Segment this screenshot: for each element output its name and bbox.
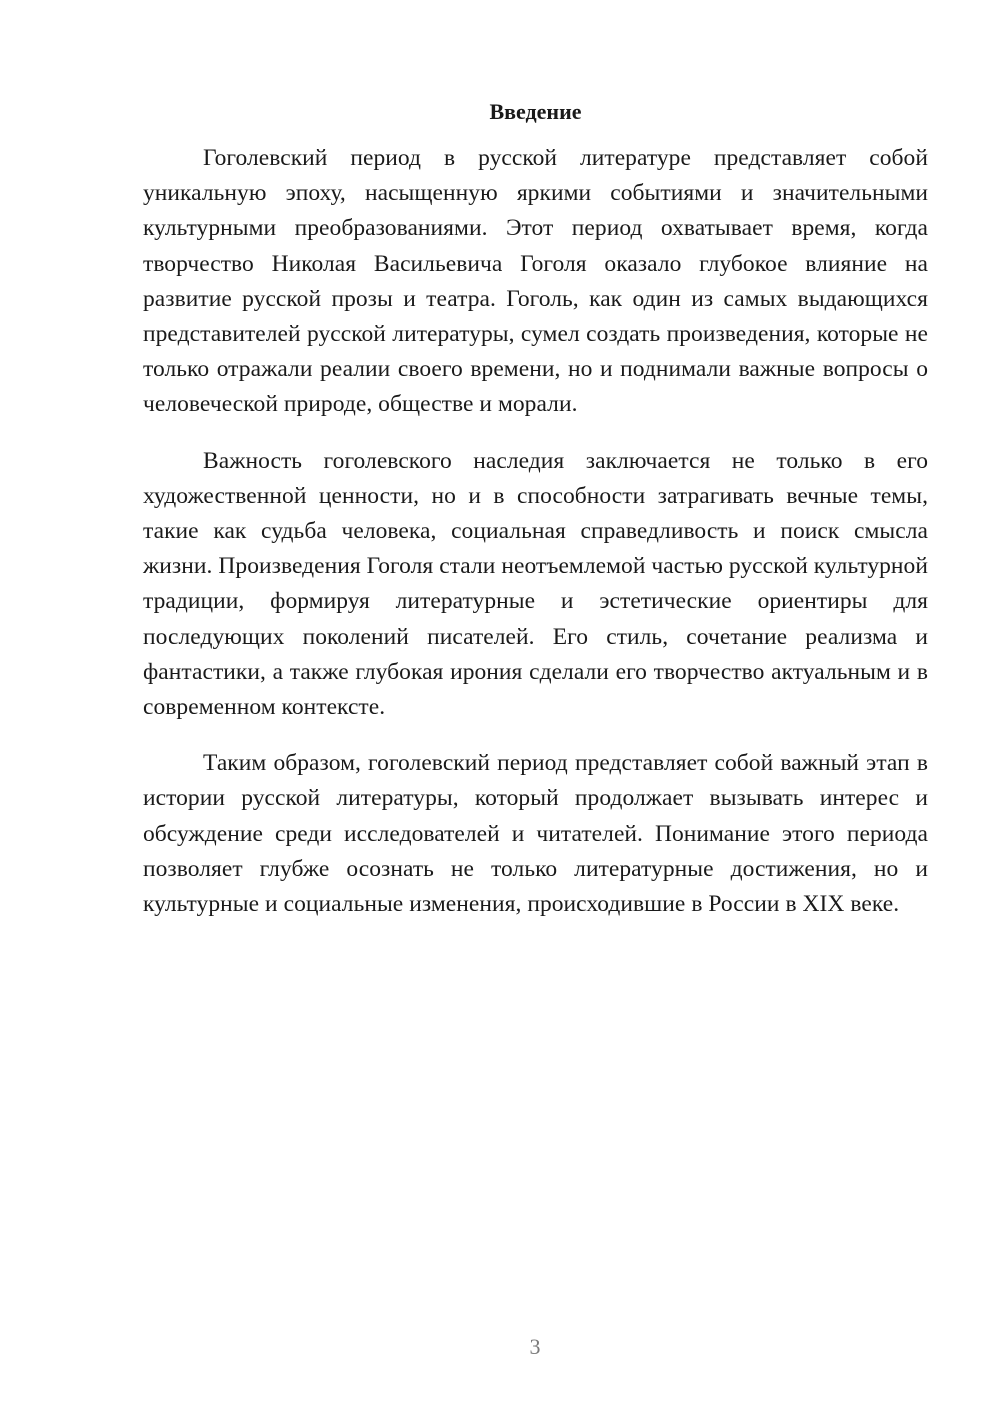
paragraph-1: Гоголевский период в русской литературе представляет собой уникальную эпоху, насыщенную яркими событиями и значительными культурными преобразованиями. Этот период охватывает время, когда творчество Николая Васильевича Гоголя оказало глубокое влияние на развитие русской прозы и театра. Гоголь, как один из самых выдающихся представителей русской литературы, сумел создать произведения, которые не только отражали реалии своего времени, но и поднимали важные вопросы о человеческой природе, обществе и морали. <box>143 145 928 418</box>
section-heading: Введение <box>489 99 582 124</box>
paragraph-3: Таким образом, гоголевский период представляет собой важный этап в истории русской литературы, который продолжает вызывать интерес и обсуждение среди исследователей и читателей. Понимание этого периода позволяет глубже осознать не только литературные достижения, но и культурные и социальные изменения, происходившие в России в XIX веке. <box>143 750 928 918</box>
body-text <box>143 141 928 943</box>
page-number: 3 <box>529 1334 541 1359</box>
paragraph-2: Важность гоголевского наследия заключается не только в его художественной ценности, но и в способности затрагивать вечные темы, такие как судьба человека, социальная справедливость и поиск смысла жизни. Произведения Гоголя стали неотъемлемой частью русской культурной традиции, формируя литературные и эстетические ориентиры для последующих поколений писателей. Его стиль, сочетание реализма и фантастики, а также глубокая ирония сделали его творчество актуальным и в современном контексте. <box>143 447 928 721</box>
